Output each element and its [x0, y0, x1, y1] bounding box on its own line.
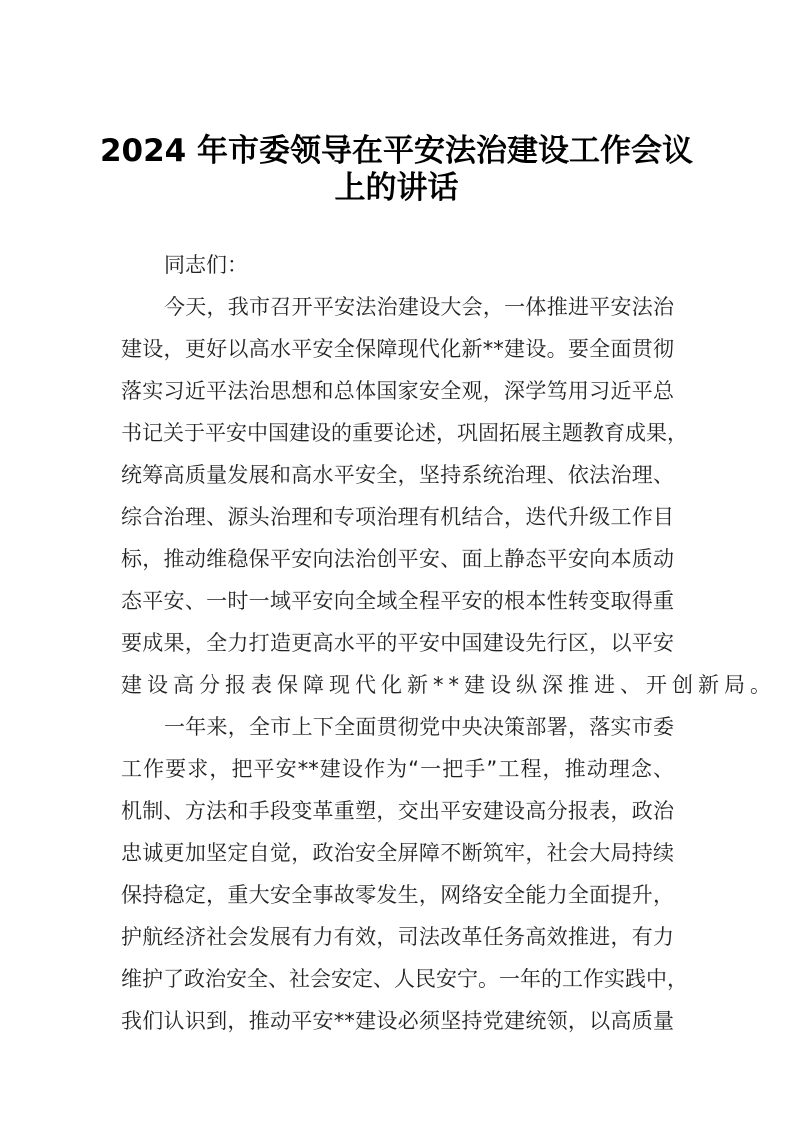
paragraph-line: 一年来，全市上下全面贯彻党中央决策部署，落实市委	[164, 715, 674, 739]
salutation: 同志们：	[164, 253, 248, 277]
paragraph-line: 工作要求，把平安**建设作为“一把手”工程，推动理念、	[121, 757, 674, 781]
paragraph-line: 综合治理、源头治理和专项治理有机结合，迭代升级工作目	[121, 505, 674, 529]
paragraph-line: 我们认识到，推动平安**建设必须坚持党建统领，以高质量	[121, 1009, 674, 1033]
paragraph-line: 建设高分报表保障现代化新**建设纵深推进、开创新局。	[121, 673, 776, 697]
paragraph-line: 态平安、一时一域平安向全域全程平安的根本性转变取得重	[121, 589, 674, 613]
document-title-line-2: 上的讲话	[334, 170, 459, 206]
paragraph-line: 今天，我市召开平安法治建设大会，一体推进平安法治	[164, 295, 674, 319]
paragraph-line: 机制、方法和手段变革重塑，交出平安建设高分报表，政治	[121, 799, 674, 823]
paragraph-line: 书记关于平安中国建设的重要论述，巩固拓展主题教育成果，	[121, 421, 688, 445]
paragraph-line: 落实习近平法治思想和总体国家安全观，深学笃用习近平总	[121, 379, 674, 403]
paragraph-line: 护航经济社会发展有力有效，司法改革任务高效推进，有力	[121, 925, 674, 949]
paragraph-line: 保持稳定，重大安全事故零发生，网络安全能力全面提升，	[121, 883, 674, 907]
paragraph-line: 统筹高质量发展和高水平安全，坚持系统治理、依法治理、	[121, 463, 674, 487]
document-title-line-1: 2024 年市委领导在平安法治建设工作会议	[99, 133, 694, 169]
paragraph-line: 建设，更好以高水平安全保障现代化新**建设。要全面贯彻	[121, 337, 674, 361]
paragraph-line: 标，推动维稳保平安向法治创平安、面上静态平安向本质动	[121, 547, 674, 571]
paragraph-line: 要成果，全力打造更高水平的平安中国建设先行区，以平安	[121, 631, 674, 655]
paragraph-line: 维护了政治安全、社会安定、人民安宁。一年的工作实践中，	[121, 967, 688, 991]
paragraph-line: 忠诚更加坚定自觉，政治安全屏障不断筑牢，社会大局持续	[121, 841, 674, 865]
